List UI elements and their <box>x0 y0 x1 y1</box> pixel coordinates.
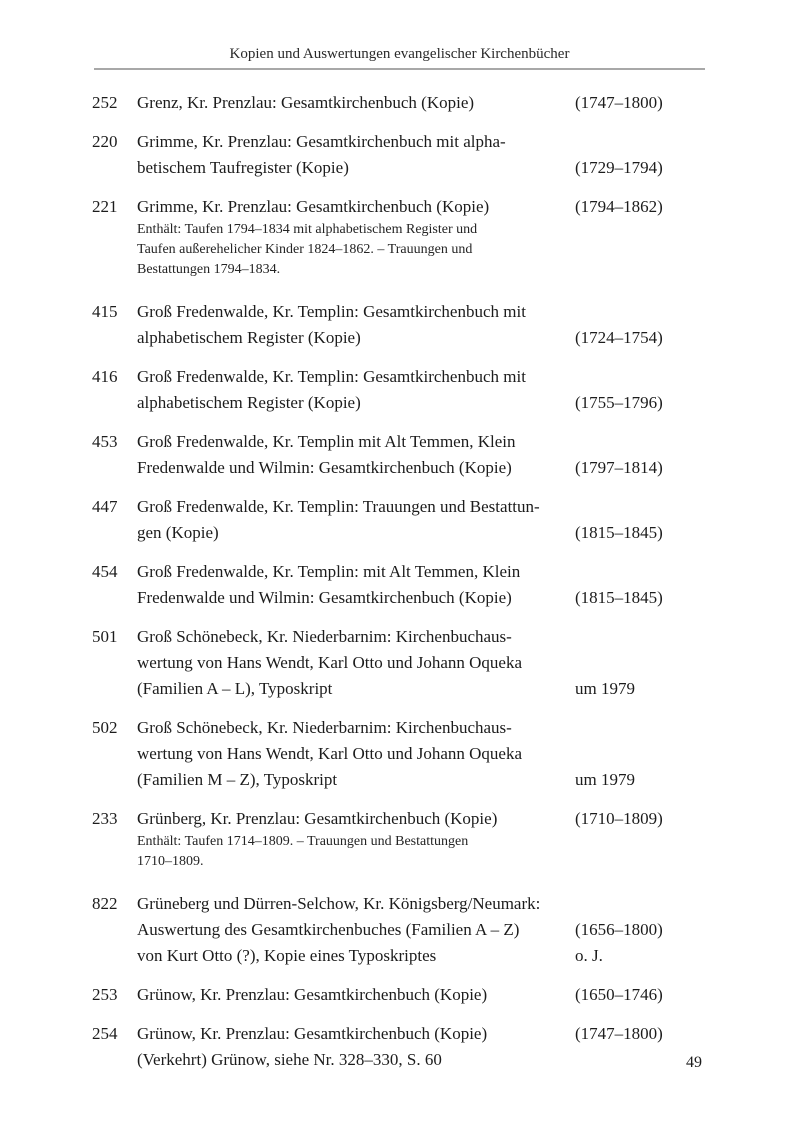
catalog-entry <box>92 429 708 481</box>
text-line: (1747–1800) <box>575 93 663 112</box>
text-line: Enthält: Taufen 1714–1809. – Trauungen und Bestattungen <box>137 834 469 849</box>
catalog-entry <box>92 624 708 702</box>
text-line: wertung von Hans Wendt, Karl Otto und Johann Oqueka <box>137 653 522 672</box>
entry-title-row <box>137 90 708 116</box>
text-line: Groß Fredenwalde, Kr. Templin: Trauungen und Bestattun- <box>137 497 540 516</box>
entry-title <box>137 806 575 832</box>
catalog-entry <box>92 90 708 116</box>
text-line: Grimme, Kr. Prenzlau: Gesamtkirchenbuch (Kopie) <box>137 197 490 216</box>
entry-body <box>137 299 708 351</box>
entry-date-range <box>575 676 708 702</box>
text-line: Groß Fredenwalde, Kr. Templin: mit Alt Temmen, Klein <box>137 562 521 581</box>
entry-date-range <box>575 90 708 116</box>
text-line: (1755–1796) <box>575 393 663 412</box>
entry-number: 221 <box>92 197 118 216</box>
entry-title-row <box>137 806 708 832</box>
text-line: o. J. <box>575 946 603 965</box>
entry-title-row <box>137 1021 708 1047</box>
entry-date-range <box>575 155 708 181</box>
text-line: Groß Schönebeck, Kr. Niederbarnim: Kirchenbuchaus- <box>137 627 512 646</box>
entry-title-row <box>137 129 708 181</box>
entry-number: 502 <box>92 718 118 737</box>
catalog-entry <box>92 715 708 793</box>
text-line: (Familien M – Z), Typoskript <box>137 770 338 789</box>
text-line: Fredenwalde und Wilmin: Gesamtkirchenbuch (Kopie) <box>137 588 512 607</box>
text-line: um 1979 <box>575 770 635 789</box>
entry-number: 447 <box>92 497 118 516</box>
entry-title-row <box>137 559 708 611</box>
text-line: Enthält: Taufen 1794–1834 mit alphabetischem Register und <box>137 222 478 237</box>
catalog-entry <box>92 806 708 878</box>
entry-title <box>137 982 575 1008</box>
text-line: (1650–1746) <box>575 985 663 1004</box>
catalog-entry <box>92 891 708 969</box>
text-line: 1710–1809. <box>137 854 204 869</box>
entry-title-row <box>137 624 708 702</box>
text-line: (1656–1800) <box>575 920 663 939</box>
entry-title-row <box>137 982 708 1008</box>
entry-body <box>137 559 708 611</box>
entry-date-range <box>575 767 708 793</box>
entry-date-range <box>575 585 708 611</box>
catalog-entry <box>92 299 708 351</box>
entry-title <box>137 299 575 351</box>
entry-date-range <box>575 325 708 351</box>
text-line: (Familien A – L), Typoskript <box>137 679 333 698</box>
entry-list <box>0 90 799 1073</box>
entry-body <box>137 364 708 416</box>
entry-body <box>137 806 708 878</box>
entry-body <box>137 891 708 969</box>
text-line: von Kurt Otto (?), Kopie eines Typoskriptes <box>137 946 437 965</box>
header-rule <box>94 68 705 70</box>
entry-title <box>137 90 575 116</box>
entry-title-row <box>137 299 708 351</box>
entry-date-range <box>575 982 708 1008</box>
entry-title-row <box>137 715 708 793</box>
text-line: um 1979 <box>575 679 635 698</box>
entry-body <box>137 982 708 1008</box>
entry-number: 254 <box>92 1024 118 1043</box>
catalog-entry <box>92 1021 708 1073</box>
text-line: Auswertung des Gesamtkirchenbuches (Familien A – Z) <box>137 920 520 939</box>
text-line: (1815–1845) <box>575 588 663 607</box>
entry-number: 233 <box>92 809 118 828</box>
entry-body <box>137 429 708 481</box>
text-line: wertung von Hans Wendt, Karl Otto und Johann Oqueka <box>137 744 522 763</box>
entry-number: 415 <box>92 302 118 321</box>
text-line: (1797–1814) <box>575 458 663 477</box>
text-line: (1747–1800) <box>575 1024 663 1043</box>
entry-body <box>137 90 708 116</box>
entry-title-row <box>137 364 708 416</box>
entry-date-range <box>575 917 708 969</box>
entry-cross-reference <box>137 1047 708 1073</box>
catalog-entry <box>92 559 708 611</box>
text-line: (1724–1754) <box>575 328 663 347</box>
running-header: Kopien und Auswertungen evangelischer Kirchenbücher <box>229 46 570 62</box>
catalog-entry <box>92 364 708 416</box>
entry-body <box>137 129 708 181</box>
text-line: Groß Fredenwalde, Kr. Templin mit Alt Temmen, Klein <box>137 432 516 451</box>
catalog-entry <box>92 494 708 546</box>
entry-body <box>137 194 708 286</box>
text-line: Groß Fredenwalde, Kr. Templin: Gesamtkirchenbuch mit <box>137 302 526 321</box>
text-line: Bestattungen 1794–1834. <box>137 262 281 277</box>
entry-body <box>137 624 708 702</box>
entry-number: 822 <box>92 894 118 913</box>
entry-title <box>137 364 575 416</box>
text-line: Grünow, Kr. Prenzlau: Gesamtkirchenbuch (Kopie) <box>137 985 488 1004</box>
text-line: gen (Kopie) <box>137 523 219 542</box>
entry-date-range <box>575 1021 708 1047</box>
entry-note <box>137 220 708 280</box>
entry-note <box>137 832 708 872</box>
page-number: 49 <box>686 1054 702 1071</box>
entry-date-range <box>575 194 708 220</box>
text-line: Grünow, Kr. Prenzlau: Gesamtkirchenbuch (Kopie) <box>137 1024 488 1043</box>
entry-title-row <box>137 429 708 481</box>
text-line: (Verkehrt) Grünow, siehe Nr. 328–330, S. 60 <box>137 1050 442 1069</box>
entry-title <box>137 429 575 481</box>
entry-date-range <box>575 390 708 416</box>
entry-title <box>137 194 575 220</box>
entry-title-row <box>137 494 708 546</box>
text-line: alphabetischem Register (Kopie) <box>137 393 361 412</box>
entry-title <box>137 129 575 181</box>
text-line: (1794–1862) <box>575 197 663 216</box>
entry-body <box>137 1021 708 1073</box>
entry-title-row <box>137 891 708 969</box>
text-line: Grünberg, Kr. Prenzlau: Gesamtkirchenbuch (Kopie) <box>137 809 498 828</box>
entry-number: 501 <box>92 627 118 646</box>
entry-body <box>137 715 708 793</box>
entry-number: 253 <box>92 985 118 1004</box>
text-line: Groß Schönebeck, Kr. Niederbarnim: Kirchenbuchaus- <box>137 718 512 737</box>
entry-date-range <box>575 455 708 481</box>
entry-body <box>137 494 708 546</box>
entry-title <box>137 715 575 793</box>
catalog-entry <box>92 982 708 1008</box>
text-line: Fredenwalde und Wilmin: Gesamtkirchenbuch (Kopie) <box>137 458 512 477</box>
catalog-entry <box>92 194 708 286</box>
text-line: (1710–1809) <box>575 809 663 828</box>
entry-number: 220 <box>92 132 118 151</box>
entry-title <box>137 559 575 611</box>
entry-number: 416 <box>92 367 118 386</box>
catalog-entry <box>92 129 708 181</box>
text-line: Grüneberg und Dürren-Selchow, Kr. Königsberg/Neumark: <box>137 894 541 913</box>
text-line: Grenz, Kr. Prenzlau: Gesamtkirchenbuch (Kopie) <box>137 93 475 112</box>
entry-number: 252 <box>92 93 118 112</box>
text-line: (1815–1845) <box>575 523 663 542</box>
text-line: (1729–1794) <box>575 158 663 177</box>
text-line: betischem Taufregister (Kopie) <box>137 158 349 177</box>
entry-date-range <box>575 520 708 546</box>
text-line: alphabetischem Register (Kopie) <box>137 328 361 347</box>
entry-title <box>137 494 575 546</box>
entry-title <box>137 1021 575 1047</box>
entry-title <box>137 624 575 702</box>
entry-title-row <box>137 194 708 220</box>
entry-date-range <box>575 806 708 832</box>
entry-title <box>137 891 575 969</box>
text-line: Taufen außerehelicher Kinder 1824–1862. – Trauungen und <box>137 242 473 257</box>
entry-number: 454 <box>92 562 118 581</box>
text-line: Groß Fredenwalde, Kr. Templin: Gesamtkirchenbuch mit <box>137 367 526 386</box>
text-line: Grimme, Kr. Prenzlau: Gesamtkirchenbuch mit alpha- <box>137 132 506 151</box>
entry-number: 453 <box>92 432 118 451</box>
